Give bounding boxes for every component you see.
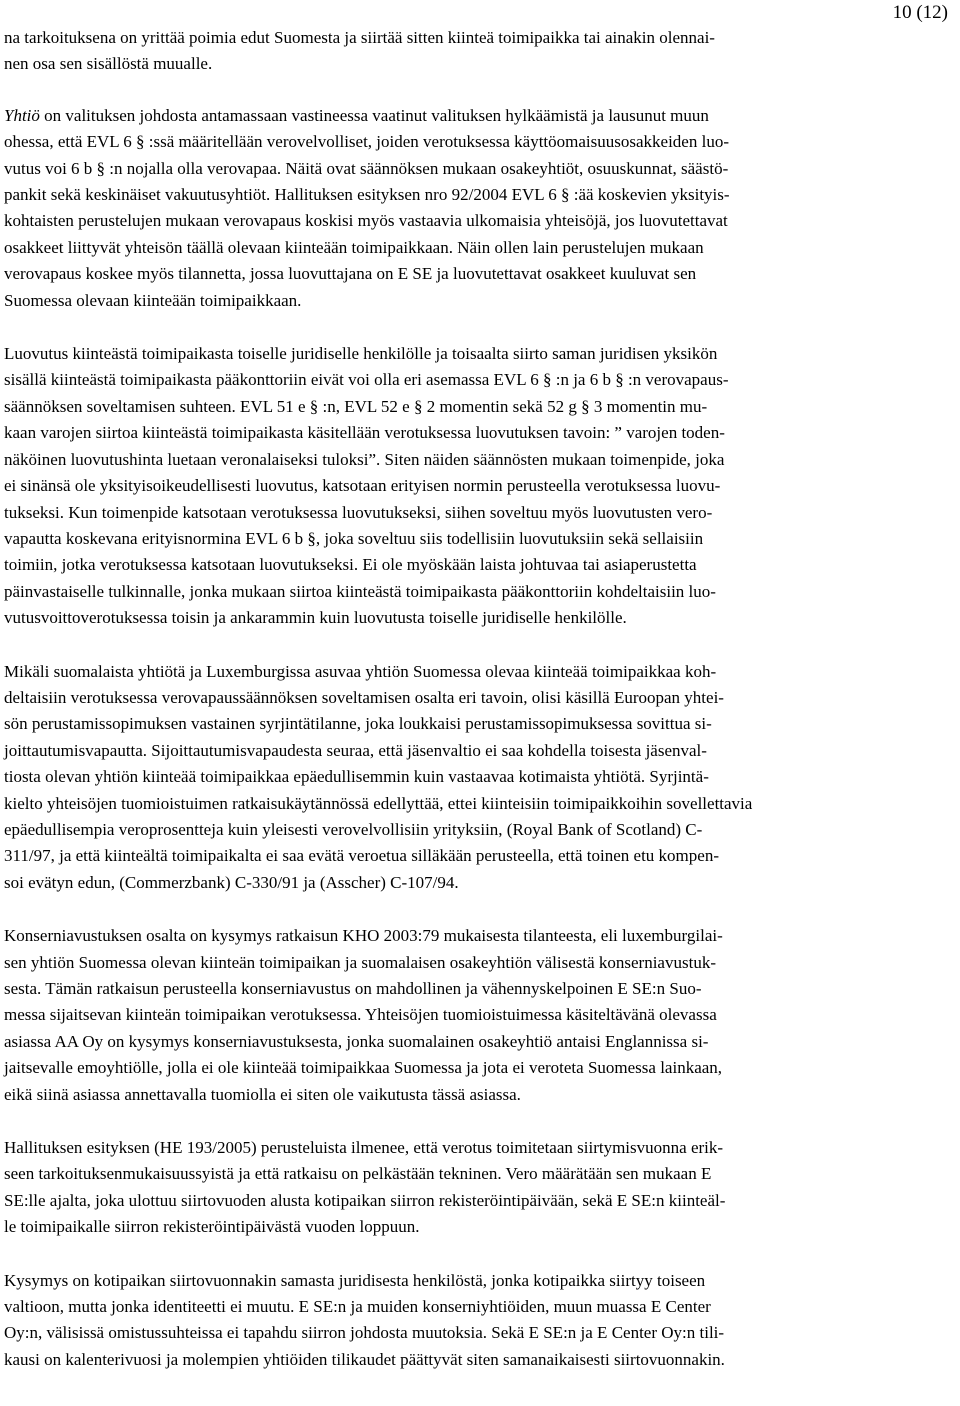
text-line: messa sijaitsevan kiinteän toimipaikan verotuksessa. Yhteisöjen tuomioistuimessa käsiteltävänä olevassa: [4, 1005, 717, 1025]
text-line: Mikäli suomalaista yhtiötä ja Luxemburgissa asuvaa yhtiön Suomessa olevaa kiinteää toimipaikkaa koh-: [4, 661, 717, 681]
text-line: kaan varojen siirtoa kiinteästä toimipaikasta käsitellään verotuksessa luovutuksen tavoin: ” varojen toden-: [4, 423, 725, 443]
text-line: tukseksi. Kun toimenpide katsotaan verotuksessa luovutukseksi, siihen soveltuu myös luovutusten vero-: [4, 502, 713, 522]
text-line: kausi on kalenterivuosi ja molempien yhtiöiden tilikaudet päättyvät siten samanaikaisesti siirtovuonnakin.: [4, 1349, 725, 1369]
paragraph-3: [4, 341, 954, 631]
text-line: epäedullisempia veroprosentteja kuin yleisesti verovelvollisiin yrityksiin, (Royal Bank of Scotland) C-: [4, 819, 703, 839]
text-line: Suomessa olevaan kiinteään toimipaikkaan.: [4, 290, 302, 310]
text-line: valtioon, mutta jonka identiteetti ei muutu. E SE:n ja muiden konserniyhtiöiden, muun muassa E Center: [4, 1297, 711, 1317]
paragraph-4: [4, 659, 954, 897]
paragraph-1: [4, 25, 954, 78]
paragraph-2: [4, 103, 954, 314]
text-line: vutusvoittoverotuksessa toisin ja ankarammin kuin luovutusta toiselle juridiselle henkilölle.: [4, 608, 627, 628]
text-line: vapautta koskevana erityisnormina EVL 6 b §, joka soveltuu siis todellisiin luovutuksiin sekä sellaisiin: [4, 528, 704, 548]
text-line: seen tarkoituksenmukaisuussyistä ja että ratkaisu on pelkästään tekninen. Vero määrätään sen mukaan E: [4, 1164, 712, 1184]
emphasized-word: Yhtiö: [4, 105, 40, 125]
text-fragment: on valituksen johdosta antamassaan vastineessa vaatinut valituksen hylkäämistä ja lausunut muun: [39, 105, 709, 125]
text-line: osakkeet liittyvät yhteisön täällä olevaan kiinteään toimipaikkaan. Näin ollen lain perustelujen mukaan: [4, 237, 704, 257]
text-line: jaitsevalle emoyhtiölle, jolla ei ole kiinteää toimipaikkaa Suomessa ja jota ei veroteta Suomessa lainkaan,: [4, 1058, 723, 1078]
text-line: tiosta olevan yhtiön kiinteää toimipaikkaa epäedullisemmin kuin vastaavaa kotimaista yhtiötä. Syrjintä-: [4, 767, 709, 787]
text-line: säännöksen soveltamisen suhteen. EVL 51 e § :n, EVL 52 e § 2 momentin sekä 52 g § 3 momentin mu-: [4, 396, 708, 416]
document-body: [4, 25, 954, 1373]
paragraph-6: [4, 1135, 954, 1241]
text-line: kielto yhteisöjen tuomioistuimen ratkaisukäytännössä edellyttää, ettei kiinteisiin toimipaikkoihin sovellettavia: [4, 793, 753, 813]
text-line: kohtaisten perustelujen mukaan verovapaus koskisi myös vastaavia ulkomaisia yhteisöjä, jos luovutettavat: [4, 211, 728, 231]
text-line: verovapaus koskee myös tilannetta, jossa luovuttajana on E SE ja luovutettavat osakkeet kuuluvat sen: [4, 264, 697, 284]
text-line: sesta. Tämän ratkaisun perusteella konserniavustus on mahdollinen ja vähennyskelpoinen E SE:n Suo-: [4, 979, 702, 998]
text-line: eikä siinä asiassa annettavalla tuomiolla ei siten ole vaikutusta tässä asiassa.: [4, 1084, 521, 1104]
text-line: vutus voi 6 b § :n nojalla olla verovapaa. Näitä ovat säännöksen mukaan osakeyhtiöt, osuuskunnat, säästö-: [4, 158, 729, 178]
paragraph-5: [4, 923, 954, 1108]
text-line: sön perustamissopimuksen vastainen syrjintätilanne, joka loukkaisi perustamissopimuksessa sovittua si-: [4, 714, 712, 734]
text-line: na tarkoituksena on yrittää poimia edut Suomesta ja siirtää sitten kiinteä toimipaikka tai ainakin olennai-: [4, 28, 715, 47]
text-line: deltaisiin verotuksessa verovapaussäännöksen soveltamisen osalta eri tavoin, olisi käsillä Euroopan yhtei-: [4, 687, 724, 707]
text-line: Oy:n, välisissä omistussuhteissa ei tapahdu siirron johdosta muutoksia. Sekä E SE:n ja E Center Oy:n tili-: [4, 1323, 725, 1343]
paragraph-7: [4, 1268, 954, 1374]
text-line: soi evätyn edun, (Commerzbank) C-330/91 ja (Asscher) C-107/94.: [4, 872, 459, 892]
text-line: sisällä kiinteästä toimipaikasta pääkonttoriin eivät voi olla eri asemassa EVL 6 § :n ja 6 b § :n verovapaus-: [4, 370, 729, 390]
text-line: joittautumisvapautta. Sijoittautumisvapaudesta seuraa, että jäsenvaltio ei saa kohdella toisesta jäsenval-: [4, 740, 707, 760]
text-line: toimiin, jotka verotuksessa katsotaan luovutukseksi. Ei ole myöskään laista johtuvaa tai asiaperustetta: [4, 555, 697, 575]
text-line: Luovutus kiinteästä toimipaikasta toiselle juridiselle henkilölle ja toisaalta siirto saman juridisen yksikön: [4, 344, 718, 364]
text-line: sen yhtiön Suomessa olevan kiinteän toimipaikan ja suomalaisen osakeyhtiön välisestä konserniavustuk-: [4, 952, 716, 972]
text-line: SE:lle ajalta, joka ulottuu siirtovuoden alusta kotipaikan siirron rekisteröintipäivään, sekä E SE:n kiinteäl-: [4, 1190, 726, 1210]
text-line: Kysymys on kotipaikan siirtovuonnakin samasta juridisesta henkilöstä, jonka kotipaikka siirtyy toiseen: [4, 1270, 706, 1290]
text-line: [4, 103, 954, 129]
text-line: ei sinänsä ole yksityisoikeudellisesti luovutus, katsotaan erityisen normin perusteella verotuksessa luovu-: [4, 476, 721, 496]
text-line: 311/97, ja että kiinteältä toimipaikalta ei saa evätä veroetua silläkään perusteella, että toinen etu kompen-: [4, 846, 719, 866]
text-line: ohessa, että EVL 6 § :ssä määritellään verovelvolliset, joiden verotuksessa käyttöomaisuusosakkeiden luo-: [4, 132, 729, 152]
text-line: nen osa sen sisällöstä muualle.: [4, 54, 213, 74]
text-line: pankit sekä keskinäiset vakuutusyhtiöt. Hallituksen esityksen nro 92/2004 EVL 6 § :ää koskevien yksityis-: [4, 185, 730, 205]
text-line: päinvastaiselle tulkinnalle, jonka mukaan siirtoa kiinteästä toimipaikasta pääkonttoriin kohdeltaisiin luo-: [4, 581, 716, 601]
text-line: Hallituksen esityksen (HE 193/2005) perusteluista ilmenee, että verotus toimitetaan siirtymisvuonna erik-: [4, 1138, 724, 1158]
text-line: asiassa AA Oy on kysymys konserniavustuksesta, jonka suomalainen osakeyhtiö antaisi Englannissa si-: [4, 1031, 709, 1051]
text-line: Konserniavustuksen osalta on kysymys ratkaisun KHO 2003:79 mukaisesta tilanteesta, eli luxemburgilai-: [4, 926, 723, 946]
page-number: 10 (12): [892, 2, 948, 23]
text-line: le toimipaikalle siirron rekisteröintipäivästä vuoden loppuun.: [4, 1217, 420, 1237]
text-line: näköinen luovutushinta luetaan veronalaiseksi tuloksi”. Siten näiden säännösten mukaan toimenpide, joka: [4, 449, 725, 469]
